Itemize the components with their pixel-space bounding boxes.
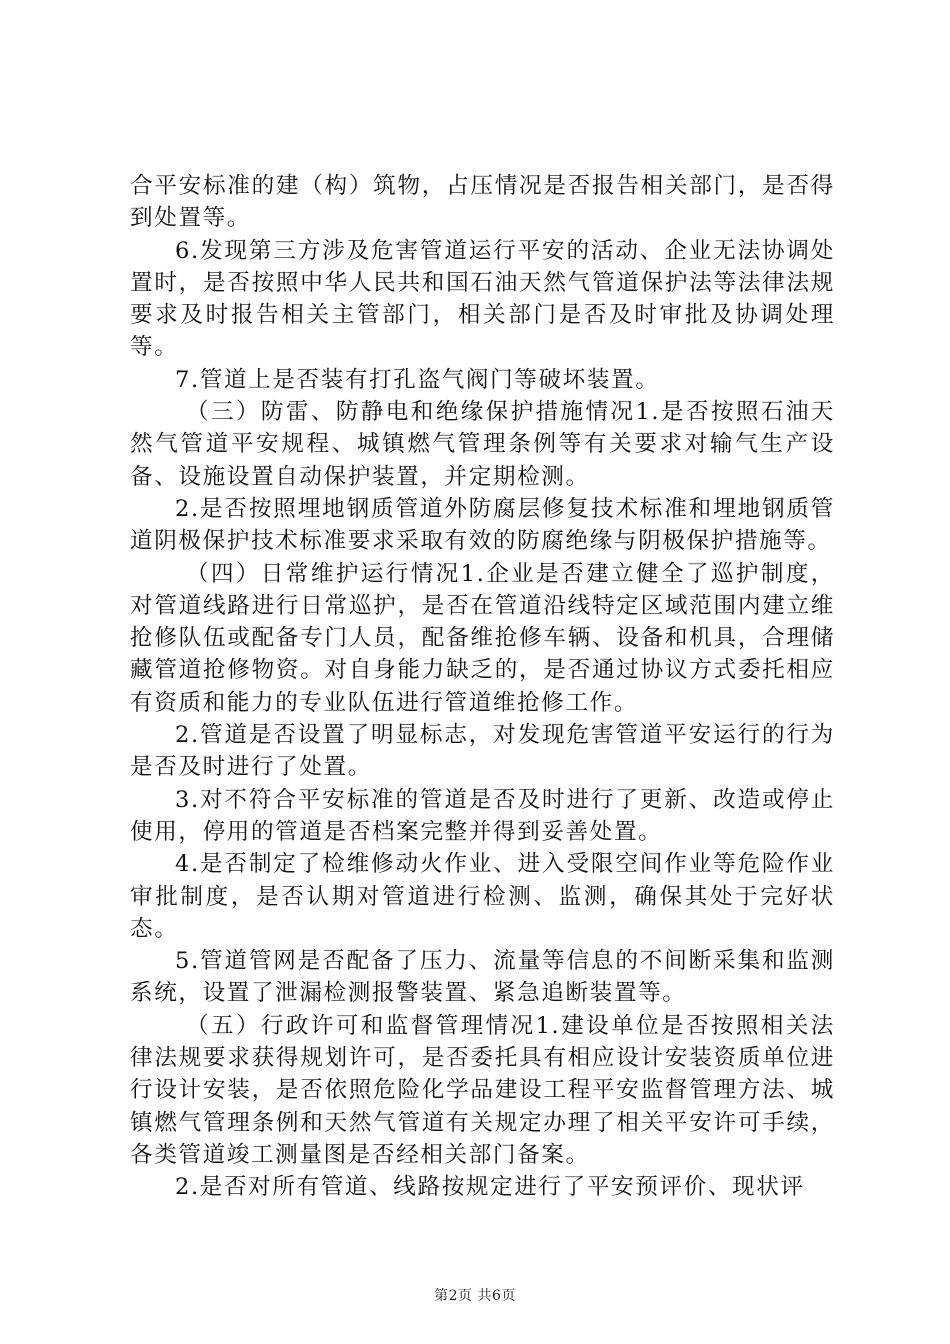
paragraph-section-5-item-2: 2.是否对所有管道、线路按规定进行了平安预评价、现状评 [175, 1174, 805, 1201]
paragraph-section-5: （五）行政许可和监督管理情况1.建设单位是否按照相关法律法规要求获得规划许可，是否委托具有相应设计安装资质单位进行设计安装，是否依照危险化学品建设工程平安监督管理方法、城镇燃气管理条例和天然气管道有关规定办理了相关平安许可手续，各类管道竣工测量图是否经相关部门备案。 [130, 1012, 835, 1168]
paragraph-section-4-item-5: 5.管道管网是否配备了压力、流量等信息的不间断采集和监测系统，设置了泄漏检测报警装置、紧急追断装置等。 [130, 948, 835, 1007]
paragraph-section-3-item-2: 2.是否按照埋地钢质管道外防腐层修复技术标准和埋地钢质管道阴极保护技术标准要求采取有效的防腐绝缘与阴极保护措施等。 [130, 495, 835, 555]
paragraph-item-6: 6.发现第三方涉及危害管道运行平安的活动、企业无法协调处置时，是否按照中华人民共和国石油天然气管道保护法等法律法规要求及时报告相关主管部门，相关部门是否及时审批及协调处理等。 [130, 237, 835, 361]
paragraph-section-3: （三）防雷、防静电和绝缘保护措施情况1.是否按照石油天然气管道平安规程、城镇燃气管理条例等有关要求对输气生产设备、设施设置自动保护装置，并定期检测。 [130, 399, 835, 490]
paragraph-section-4-item-4: 4.是否制定了检维修动火作业、进入受限空间作业等危险作业审批制度，是否认期对管道进行检测、监测，确保其处于完好状态。 [130, 851, 835, 942]
paragraph-section-4-item-3: 3.对不符合平安标准的管道是否及时进行了更新、改造或停止使用，停用的管道是否档案完整并得到妥善处置。 [130, 786, 835, 845]
document-body [130, 170, 835, 1204]
paragraph-item-7: 7.管道上是否装有打孔盗气阀门等破坏装置。 [175, 366, 660, 393]
paragraph-section-4: （四）日常维护运行情况1.企业是否建立健全了巡护制度，对管道线路进行日常巡护，是否在管道沿线特定区域范围内建立维抢修队伍或配备专门人员，配备维抢修车辆、设备和机具，合理储藏管道抢修物资。对自身能力缺乏的，是否通过协议方式委托相应有资质和能力的专业队伍进行管道维抢修工作。 [130, 560, 835, 716]
page-number-footer: 第2页 共6页 [434, 1288, 516, 1304]
paragraph-continuation: 合平安标准的建（构）筑物，占压情况是否报告相关部门，是否得到处置等。 [130, 173, 835, 232]
paragraph-section-4-item-2: 2.管道是否设置了明显标志，对发现危害管道平安运行的行为是否及时进行了处置。 [130, 722, 835, 781]
